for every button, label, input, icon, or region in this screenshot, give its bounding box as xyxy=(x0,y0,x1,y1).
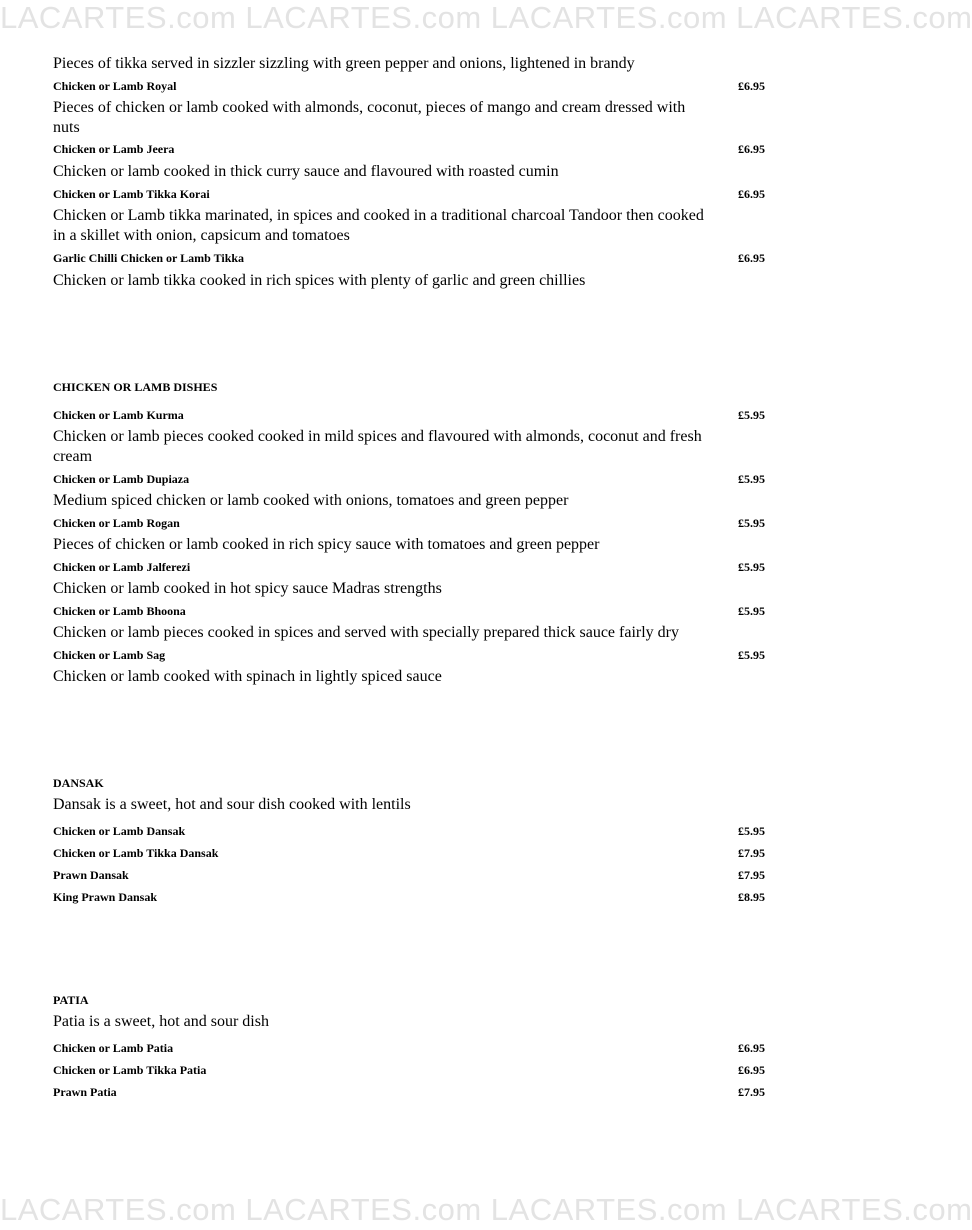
menu-item xyxy=(53,846,765,860)
item-name: Chicken or Lamb Dupiaza xyxy=(53,472,190,486)
item-name: Chicken or Lamb Patia xyxy=(53,1041,174,1055)
item-price: £8.95 xyxy=(738,890,765,904)
item-name: Prawn Dansak xyxy=(53,868,129,882)
menu-item xyxy=(53,142,765,156)
item-description: Chicken or Lamb tikka marinated, in spices and cooked in a traditional charcoal Tandoor then cooked in a skillet with onion, capsicum and tomatoes xyxy=(53,207,704,244)
section-heading-dansak: DANSAK xyxy=(53,776,104,790)
item-name: Chicken or Lamb Jeera xyxy=(53,142,175,156)
item-description: Chicken or lamb cooked in thick curry sauce and flavoured with roasted cumin xyxy=(53,163,559,180)
item-price: £6.95 xyxy=(738,1041,765,1055)
item-name: Chicken or Lamb Jalferezi xyxy=(53,560,191,574)
item-name: Chicken or Lamb Tikka Korai xyxy=(53,187,210,201)
menu-item xyxy=(53,408,765,422)
menu-item xyxy=(53,251,765,265)
watermark-bottom: LACARTES.com LACARTES.com LACARTES.com LACARTES.com xyxy=(0,1192,972,1227)
menu-item xyxy=(53,1041,765,1055)
item-description: Pieces of tikka served in sizzler sizzling with green pepper and onions, lightened in brandy xyxy=(53,55,635,72)
menu-item xyxy=(53,187,765,201)
item-price: £5.95 xyxy=(738,516,765,530)
menu-item xyxy=(53,648,765,662)
menu-item xyxy=(53,1063,765,1077)
section-heading-patia: PATIA xyxy=(53,993,89,1007)
item-price: £7.95 xyxy=(738,1085,765,1099)
section-description: Dansak is a sweet, hot and sour dish cooked with lentils xyxy=(53,796,411,813)
watermark-top: LACARTES.com LACARTES.com LACARTES.com LACARTES.com xyxy=(0,0,972,35)
item-price: £5.95 xyxy=(738,604,765,618)
item-price: £5.95 xyxy=(738,472,765,486)
item-name: Chicken or Lamb Dansak xyxy=(53,824,186,838)
item-name: Chicken or Lamb Rogan xyxy=(53,516,180,530)
section-description: Patia is a sweet, hot and sour dish xyxy=(53,1013,269,1030)
item-price: £6.95 xyxy=(738,1063,765,1077)
item-price: £6.95 xyxy=(738,187,765,201)
item-description: Chicken or lamb pieces cooked in spices and served with specially prepared thick sauce fairly dry xyxy=(53,624,679,641)
item-description: Pieces of chicken or lamb cooked with almonds, coconut, pieces of mango and cream dressed with nuts xyxy=(53,99,686,136)
item-name: Chicken or Lamb Kurma xyxy=(53,408,184,422)
item-name: Chicken or Lamb Tikka Patia xyxy=(53,1063,207,1077)
item-name: Prawn Patia xyxy=(53,1085,117,1099)
item-price: £5.95 xyxy=(738,560,765,574)
item-description: Chicken or lamb cooked with spinach in lightly spiced sauce xyxy=(53,668,442,685)
item-price: £5.95 xyxy=(738,648,765,662)
menu-item xyxy=(53,824,765,838)
item-price: £5.95 xyxy=(738,824,765,838)
item-name: Chicken or Lamb Royal xyxy=(53,79,177,93)
menu-item xyxy=(53,516,765,530)
menu-item xyxy=(53,1085,765,1099)
item-name: Chicken or Lamb Bhoona xyxy=(53,604,186,618)
item-description: Pieces of chicken or lamb cooked in rich spicy sauce with tomatoes and green pepper xyxy=(53,536,600,553)
item-description: Chicken or lamb pieces cooked cooked in mild spices and flavoured with almonds, coconut and fresh cream xyxy=(53,428,702,465)
item-description: Medium spiced chicken or lamb cooked with onions, tomatoes and green pepper xyxy=(53,492,569,509)
item-name: Chicken or Lamb Tikka Dansak xyxy=(53,846,219,860)
menu-item xyxy=(53,604,765,618)
menu-item xyxy=(53,868,765,882)
menu-item xyxy=(53,79,765,93)
item-name: King Prawn Dansak xyxy=(53,890,158,904)
item-price: £6.95 xyxy=(738,142,765,156)
menu-page xyxy=(53,54,765,1099)
item-name: Chicken or Lamb Sag xyxy=(53,648,166,662)
section-heading-chicken-lamb: CHICKEN OR LAMB DISHES xyxy=(53,380,218,394)
item-price: £6.95 xyxy=(738,251,765,265)
menu-item xyxy=(53,560,765,574)
item-price: £7.95 xyxy=(738,846,765,860)
item-price: £6.95 xyxy=(738,79,765,93)
menu-item xyxy=(53,890,765,904)
item-price: £7.95 xyxy=(738,868,765,882)
item-name: Garlic Chilli Chicken or Lamb Tikka xyxy=(53,251,245,265)
menu-item xyxy=(53,472,765,486)
item-description: Chicken or lamb cooked in hot spicy sauce Madras strengths xyxy=(53,580,442,597)
item-description: Chicken or lamb tikka cooked in rich spices with plenty of garlic and green chillies xyxy=(53,272,586,289)
item-price: £5.95 xyxy=(738,408,765,422)
